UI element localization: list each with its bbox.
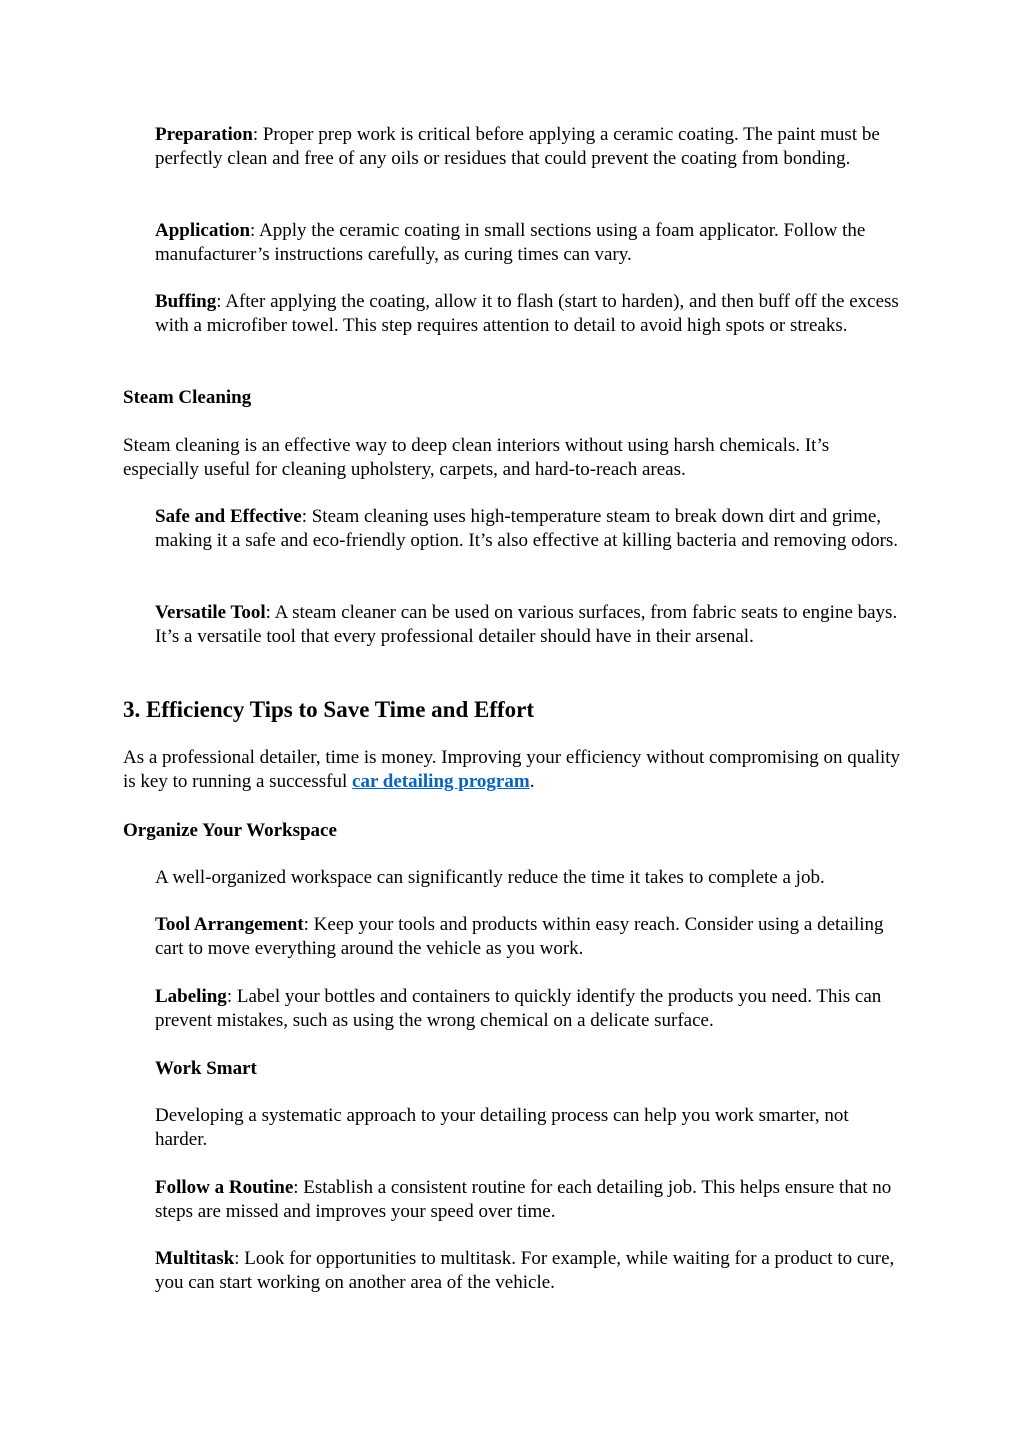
follow-routine-text: : Establish a consistent routine for each detailing job. This helps ensure that no steps are missed and improves your speed over time.: [155, 1177, 892, 1222]
preparation-paragraph: [155, 123, 903, 171]
section-3-intro-end: .: [529, 771, 535, 792]
labeling-paragraph: [155, 985, 903, 1033]
follow-routine-term: Follow a Routine: [155, 1177, 294, 1198]
steam-cleaning-intro: Steam cleaning is an effective way to deep clean interiors without using harsh chemicals. It’s especially useful for cleaning upholstery, carpets, and hard-to-reach areas.: [123, 435, 830, 480]
work-smart-intro: Developing a systematic approach to your detailing process can help you work smarter, not harder.: [155, 1105, 849, 1150]
tool-arrangement-paragraph: [155, 913, 903, 961]
application-text: : Apply the ceramic coating in small sections using a foam applicator. Follow the manufacturer’s instructions carefully, as curing times can vary.: [155, 220, 866, 265]
labeling-term: Labeling: [155, 986, 227, 1007]
organize-workspace-intro: A well-organized workspace can significantly reduce the time it takes to complete a job.: [155, 867, 825, 888]
organize-workspace-heading: Organize Your Workspace: [123, 820, 337, 841]
multitask-text: : Look for opportunities to multitask. For example, while waiting for a product to cure, you can start working on another area of the vehicle.: [155, 1248, 895, 1293]
section-3-intro-text: As a professional detailer, time is money. Improving your efficiency without compromising on quality is key to running a successful: [123, 747, 901, 792]
versatile-tool-paragraph: [155, 601, 903, 649]
buffing-term: Buffing: [155, 291, 217, 312]
safe-effective-text: : Steam cleaning uses high-temperature steam to break down dirt and grime, making it a safe and eco-friendly option. It’s also effective at killing bacteria and removing odors.: [155, 506, 899, 551]
tool-arrangement-term: Tool Arrangement: [155, 914, 304, 935]
preparation-term: Preparation: [155, 124, 253, 145]
buffing-paragraph: [155, 290, 903, 338]
follow-routine-paragraph: [155, 1176, 903, 1224]
tool-arrangement-text: : Keep your tools and products within easy reach. Consider using a detailing cart to move everything around the vehicle as you work.: [155, 914, 884, 959]
section-3-heading: 3. Efficiency Tips to Save Time and Effort: [123, 697, 535, 722]
application-paragraph: [155, 219, 903, 267]
preparation-text: : Proper prep work is critical before applying a ceramic coating. The paint must be perfectly clean and free of any oils or residues that could prevent the coating from bonding.: [155, 124, 880, 169]
section-3-intro: [123, 746, 903, 794]
buffing-text: : After applying the coating, allow it to flash (start to harden), and then buff off the excess with a microfiber towel. This step requires attention to detail to avoid high spots or streaks.: [155, 291, 899, 336]
multitask-paragraph: [155, 1247, 903, 1295]
steam-cleaning-heading: Steam Cleaning: [123, 387, 252, 408]
safe-effective-paragraph: [155, 505, 903, 553]
multitask-term: Multitask: [155, 1248, 235, 1269]
safe-effective-term: Safe and Effective: [155, 506, 302, 527]
labeling-text: : Label your bottles and containers to quickly identify the products you need. This can prevent mistakes, such as using the wrong chemical on a delicate surface.: [155, 986, 882, 1031]
application-term: Application: [155, 220, 251, 241]
versatile-tool-term: Versatile Tool: [155, 602, 266, 623]
work-smart-heading: Work Smart: [155, 1058, 257, 1079]
car-detailing-program-link[interactable]: car detailing program: [352, 771, 530, 792]
versatile-tool-text: : A steam cleaner can be used on various surfaces, from fabric seats to engine bays. It’s a versatile tool that every professional detailer should have in their arsenal.: [155, 602, 898, 647]
